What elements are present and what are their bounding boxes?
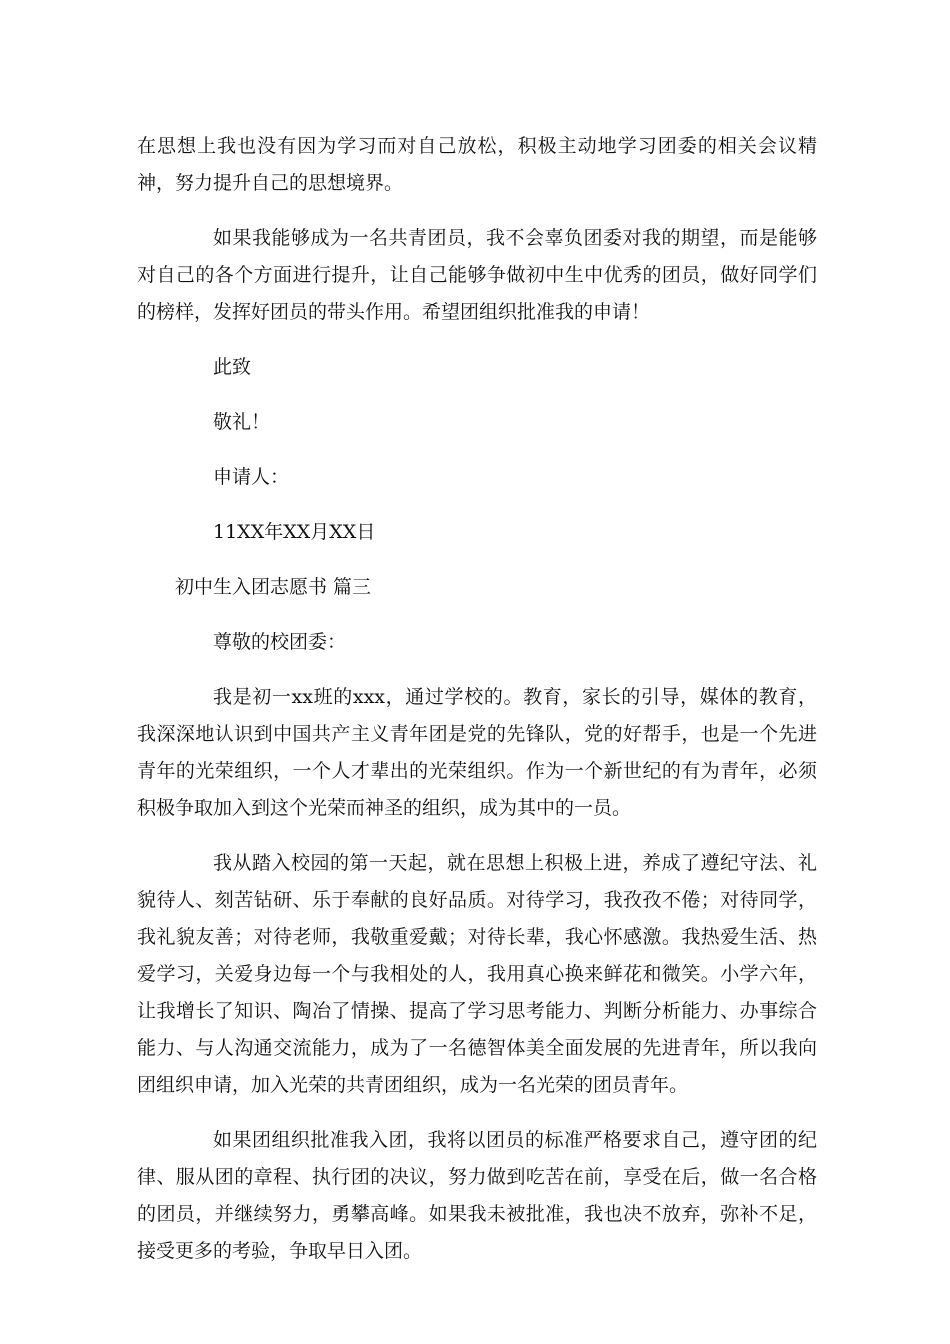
closing-salutation: 此致 [213,356,252,378]
paragraph-commitment: 如果我能够成为一名共青团员，我不会辜负团委对我的期望，而是能够对自己的各个方面进行提升，让自己能够争做初中生中优秀的团员，做好同学们的榜样，发挥好团员的带头作用。希望团组织批准我的申请！ [137,227,817,323]
applicant-label: 申请人： [213,466,290,488]
paragraph-pledge: 如果团组织批准我入团，我将以团员的标准严格要求自己，遵守团的纪律、服从团的章程、执行团的决议，努力做到吃苦在前，享受在后，做一名合格的团员，并继续努力，勇攀高峰。如果我未被批准，我也决不放弃，弥补不足，接受更多的考验，争取早日入团。 [137,1129,817,1262]
paragraph-qualities: 我从踏入校园的第一天起，就在思想上积极上进，养成了遵纪守法、礼貌待人、刻苦钻研、乐于奉献的良好品质。对待学习，我孜孜不倦；对待同学，我礼貌友善；对待老师，我敬重爱戴；对待长辈，我心怀感激。我热爱生活、热爱学习，关爱身边每一个与我相处的人，我用真心换来鲜花和微笑。小学六年，让我增长了知识、陶冶了情操、提高了学习思考能力、判断分析能力、办事综合能力、与人沟通交流能力，成为了一名德智体美全面发展的先进青年，所以我向团组织申请，加入光荣的共青团组织，成为一名光荣的团员青年。 [137,852,817,1096]
section-heading: 初中生入团志愿书 篇三 [175,576,372,598]
paragraph-introduction: 我是初一xx班的xxx，通过学校的。教育，家长的引导，媒体的教育，我深深地认识到中国共产主义青年团是党的先锋队，党的好帮手，也是一个先进青年的光荣组织，一个人才辈出的光荣组织。作为一个新世纪的有为青年，必须积极争取加入到这个光荣而神圣的组织，成为其中的一员。 [137,686,817,819]
date-line: 11XX年XX月XX日 [213,521,376,543]
closing-respect: 敬礼！ [213,411,271,433]
document-body [137,128,817,1288]
paragraph-thought: 在思想上我也没有因为学习而对自己放松，积极主动地学习团委的相关会议精神，努力提升自己的思想境界。 [137,135,817,194]
greeting: 尊敬的校团委： [213,631,347,653]
